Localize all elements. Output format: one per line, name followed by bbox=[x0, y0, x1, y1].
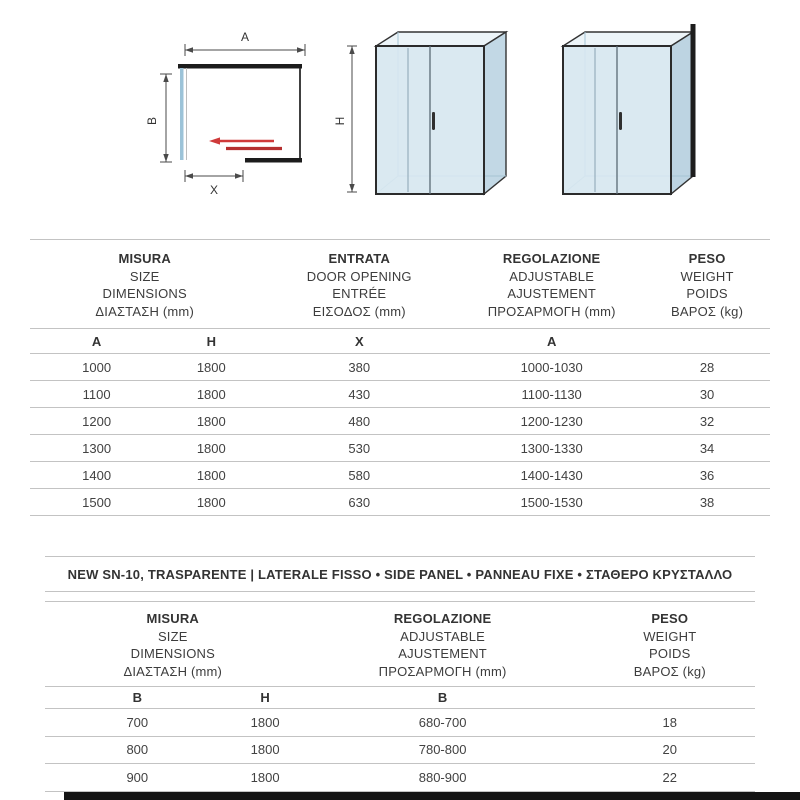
col-group-door-opening bbox=[259, 250, 459, 320]
header-line: ΕΙΣΟΔΟΣ (mm) bbox=[312, 303, 406, 319]
cell-h: 1800 bbox=[196, 386, 226, 402]
header-line: MISURA bbox=[118, 251, 171, 266]
col-group-weight bbox=[644, 250, 770, 320]
isometric-door-diagram bbox=[333, 24, 518, 212]
subheader-adj-a: A bbox=[546, 333, 557, 349]
cell-h: 1800 bbox=[196, 440, 226, 456]
back-wall bbox=[178, 64, 302, 69]
cell-h: 1800 bbox=[196, 467, 226, 483]
table-row bbox=[45, 764, 755, 792]
header-line: WEIGHT bbox=[680, 268, 734, 284]
header-line: ΠΡΟΣΑΡΜΟΓΗ (mm) bbox=[378, 663, 507, 679]
subheader-b: B bbox=[132, 690, 142, 705]
header-line: DIMENSIONS bbox=[130, 646, 215, 661]
table-row bbox=[30, 408, 770, 435]
col-group-adjustable bbox=[301, 610, 585, 680]
dim-label-b: B bbox=[145, 116, 159, 126]
cell-a: 1400 bbox=[82, 467, 112, 483]
subheader-h: H bbox=[260, 690, 270, 705]
cell-weight: 36 bbox=[699, 467, 715, 483]
table-row bbox=[30, 462, 770, 489]
side-panel-table-subheader bbox=[45, 687, 755, 709]
cell-h: 1800 bbox=[196, 413, 226, 429]
cell-weight: 28 bbox=[699, 359, 715, 375]
cell-x: 530 bbox=[348, 440, 371, 456]
header-line: ENTRÉE bbox=[332, 286, 387, 301]
cell-weight: 34 bbox=[699, 440, 715, 456]
cell-adjustable: 1400-1430 bbox=[520, 467, 583, 483]
header-line: REGOLAZIONE bbox=[502, 251, 601, 266]
cell-adjustable: 780-800 bbox=[418, 742, 467, 758]
shower-enclosure bbox=[376, 32, 506, 194]
cell-x: 380 bbox=[348, 359, 371, 375]
table-row bbox=[45, 737, 755, 765]
header-line: ΒΑΡΟΣ (kg) bbox=[633, 663, 706, 679]
dim-x-arrow bbox=[185, 170, 243, 182]
cell-x: 630 bbox=[348, 494, 371, 510]
dim-label-a: A bbox=[240, 30, 250, 44]
isometric-side-panel-diagram bbox=[533, 24, 713, 212]
header-line: MISURA bbox=[146, 611, 200, 626]
door-handle bbox=[619, 112, 622, 130]
cell-h: 1800 bbox=[250, 769, 280, 785]
cell-weight: 38 bbox=[699, 494, 715, 510]
header-line: DOOR OPENING bbox=[306, 268, 412, 284]
dim-h-arrow bbox=[347, 46, 357, 192]
header-line: SIZE bbox=[157, 628, 188, 644]
cell-x: 430 bbox=[348, 386, 371, 402]
header-line: ENTRATA bbox=[328, 251, 391, 266]
cell-adjustable: 1300-1330 bbox=[520, 440, 583, 456]
wall-profile bbox=[691, 24, 696, 177]
cell-a: 1200 bbox=[82, 413, 112, 429]
col-group-size bbox=[30, 250, 259, 320]
plan-view-diagram bbox=[145, 28, 323, 198]
side-panel-table bbox=[45, 601, 755, 792]
sliding-door-arrows bbox=[209, 137, 282, 148]
main-table-subheader bbox=[30, 329, 770, 354]
cell-adjustable: 1500-1530 bbox=[520, 494, 583, 510]
cell-a: 1500 bbox=[82, 494, 112, 510]
dim-a-arrow bbox=[185, 44, 305, 56]
cell-a: 1300 bbox=[82, 440, 112, 456]
header-line: AJUSTEMENT bbox=[507, 286, 596, 301]
subheader-a: A bbox=[91, 333, 102, 349]
dim-b-arrow bbox=[160, 74, 172, 162]
header-line: AJUSTEMENT bbox=[398, 646, 487, 661]
cell-b: 700 bbox=[126, 714, 149, 730]
side-panel-section-title: NEW SN-10, TRASPARENTE | LATERALE FISSO • SIDE PANEL • PANNEAU FIXE • ΣΤΑΘΕΡΟ ΚΡΥΣΤΑΛΛΟ bbox=[45, 556, 755, 592]
cell-adjustable: 880-900 bbox=[418, 769, 467, 785]
header-line: POIDS bbox=[649, 646, 691, 661]
cell-adjustable: 1200-1230 bbox=[520, 413, 583, 429]
table-row bbox=[30, 354, 770, 381]
cell-weight: 30 bbox=[699, 386, 715, 402]
cell-h: 1800 bbox=[250, 742, 280, 758]
header-line: ADJUSTABLE bbox=[509, 268, 595, 284]
main-table-header bbox=[30, 239, 770, 329]
cell-h: 1800 bbox=[196, 359, 226, 375]
header-line: DIMENSIONS bbox=[102, 286, 187, 301]
cell-x: 480 bbox=[348, 413, 371, 429]
header-line: REGOLAZIONE bbox=[393, 611, 492, 626]
front-fixed-wall bbox=[245, 158, 302, 163]
subheader-h: H bbox=[206, 333, 216, 349]
cell-a: 1100 bbox=[82, 386, 111, 402]
table-row bbox=[30, 489, 770, 516]
cell-a: 1000 bbox=[82, 359, 112, 375]
cell-b: 800 bbox=[126, 742, 149, 758]
cell-adjustable: 1000-1030 bbox=[520, 359, 583, 375]
cell-weight: 20 bbox=[662, 742, 678, 758]
header-line: PESO bbox=[651, 611, 689, 626]
main-size-table bbox=[30, 239, 770, 516]
cell-weight: 32 bbox=[699, 413, 715, 429]
cell-x: 580 bbox=[348, 467, 371, 483]
left-glass-panel bbox=[180, 68, 184, 160]
cell-h: 1800 bbox=[250, 714, 280, 730]
side-panel-table-header bbox=[45, 601, 755, 687]
cell-adjustable: 1100-1130 bbox=[521, 386, 582, 402]
table-row bbox=[30, 435, 770, 462]
col-group-size bbox=[45, 610, 301, 680]
header-line: ΒΑΡΟΣ (kg) bbox=[670, 303, 744, 319]
header-line: POIDS bbox=[686, 286, 728, 301]
shower-enclosure-side-panel bbox=[563, 24, 696, 194]
table-row bbox=[30, 381, 770, 408]
cell-h: 1800 bbox=[196, 494, 226, 510]
header-line: WEIGHT bbox=[643, 628, 697, 644]
cropped-bottom-bar bbox=[64, 792, 800, 800]
dim-label-h: H bbox=[333, 116, 347, 126]
col-group-adjustable bbox=[459, 250, 644, 320]
cell-adjustable: 680-700 bbox=[418, 714, 467, 730]
header-line: PESO bbox=[688, 251, 726, 266]
header-line: ΔΙΑΣΤΑΣΗ (mm) bbox=[123, 663, 223, 679]
subheader-x: X bbox=[354, 333, 364, 349]
cell-b: 900 bbox=[126, 769, 149, 785]
cell-weight: 18 bbox=[662, 714, 678, 730]
subheader-adj-b: B bbox=[437, 690, 448, 705]
table-row bbox=[45, 709, 755, 737]
header-line: ΔΙΑΣΤΑΣΗ (mm) bbox=[95, 303, 194, 319]
dim-label-x: X bbox=[209, 183, 219, 197]
door-handle bbox=[432, 112, 435, 130]
header-line: ADJUSTABLE bbox=[400, 628, 486, 644]
col-group-weight bbox=[585, 610, 755, 680]
cell-weight: 22 bbox=[662, 769, 678, 785]
header-line: ΠΡΟΣΑΡΜΟΓΗ (mm) bbox=[487, 303, 616, 319]
header-line: SIZE bbox=[129, 268, 160, 284]
